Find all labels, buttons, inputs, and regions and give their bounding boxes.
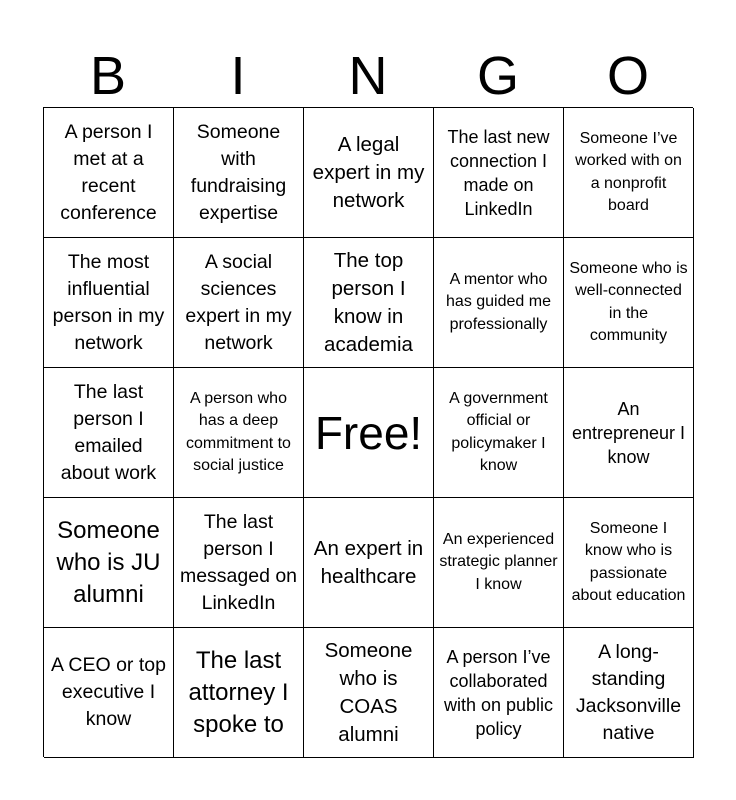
cell-text: A mentor who has guided me professionally xyxy=(446,270,551,333)
header-letter-g: G xyxy=(476,46,519,106)
free-space-cell[interactable] xyxy=(304,368,434,498)
cell-text: An expert in healthcare xyxy=(313,536,424,588)
bingo-cell[interactable] xyxy=(44,238,174,368)
bingo-cell[interactable] xyxy=(174,108,304,238)
cell-text: Someone who is well-connected in the community xyxy=(569,259,688,344)
bingo-header xyxy=(43,44,693,108)
bingo-cell[interactable] xyxy=(304,238,434,368)
cell-text: Someone who is JU alumni xyxy=(56,516,161,608)
cell-text: A person who has a deep commitment to social justice xyxy=(186,389,291,474)
bingo-cell[interactable] xyxy=(564,108,694,238)
bingo-cell[interactable] xyxy=(44,498,174,628)
bingo-cell[interactable] xyxy=(564,628,694,758)
header-letter-i: I xyxy=(230,46,246,106)
cell-text: The last new connection I made on LinkedIn xyxy=(447,126,550,219)
bingo-cell[interactable] xyxy=(564,368,694,498)
bingo-cell[interactable] xyxy=(44,108,174,238)
bingo-grid xyxy=(43,107,693,757)
bingo-cell[interactable] xyxy=(434,108,564,238)
cell-text: An entrepreneur I know xyxy=(571,398,686,467)
cell-text: A social sciences expert in my network xyxy=(185,250,292,354)
cell-text: Someone who is COAS alumni xyxy=(324,638,413,746)
cell-text: A long-standing Jacksonville native xyxy=(575,640,682,744)
header-letter-o: O xyxy=(606,46,649,106)
cell-text: An experienced strategic planner I know xyxy=(439,530,558,593)
bingo-cell[interactable] xyxy=(174,628,304,758)
cell-text: A legal expert in my network xyxy=(312,132,425,212)
cell-text: A CEO or top executive I know xyxy=(51,654,166,730)
free-space-text: Free! xyxy=(314,406,423,459)
cell-text: A person I met at a recent conference xyxy=(60,120,157,224)
bingo-cell[interactable] xyxy=(434,628,564,758)
cell-text: The last person I emailed about work xyxy=(60,380,157,484)
bingo-cell[interactable] xyxy=(304,498,434,628)
bingo-cell[interactable] xyxy=(44,628,174,758)
bingo-cell[interactable] xyxy=(304,628,434,758)
header-letter-n: N xyxy=(348,46,388,106)
cell-text: Someone I’ve worked with on a nonprofit board xyxy=(575,129,682,214)
cell-text: A person I’ve collaborated with on public policy xyxy=(443,646,554,739)
bingo-cell[interactable] xyxy=(564,238,694,368)
header-letter-b: B xyxy=(89,46,127,106)
bingo-cell[interactable] xyxy=(434,238,564,368)
bingo-cell[interactable] xyxy=(174,238,304,368)
bingo-cell[interactable] xyxy=(304,108,434,238)
cell-text: A government official or policymaker I know xyxy=(449,389,548,474)
cell-text: The last person I messaged on LinkedIn xyxy=(179,510,298,614)
bingo-cell[interactable] xyxy=(434,498,564,628)
bingo-cell[interactable] xyxy=(44,368,174,498)
bingo-cell[interactable] xyxy=(174,498,304,628)
bingo-cell[interactable] xyxy=(564,498,694,628)
bingo-cell[interactable] xyxy=(434,368,564,498)
cell-text: Someone with fundraising expertise xyxy=(190,120,287,224)
cell-text: Someone I know who is passionate about education xyxy=(571,519,686,604)
cell-text: The last attorney I spoke to xyxy=(188,646,289,738)
cell-text: The top person I know in academia xyxy=(324,248,413,356)
bingo-cell[interactable] xyxy=(174,368,304,498)
cell-text: The most influential person in my network xyxy=(52,250,165,354)
